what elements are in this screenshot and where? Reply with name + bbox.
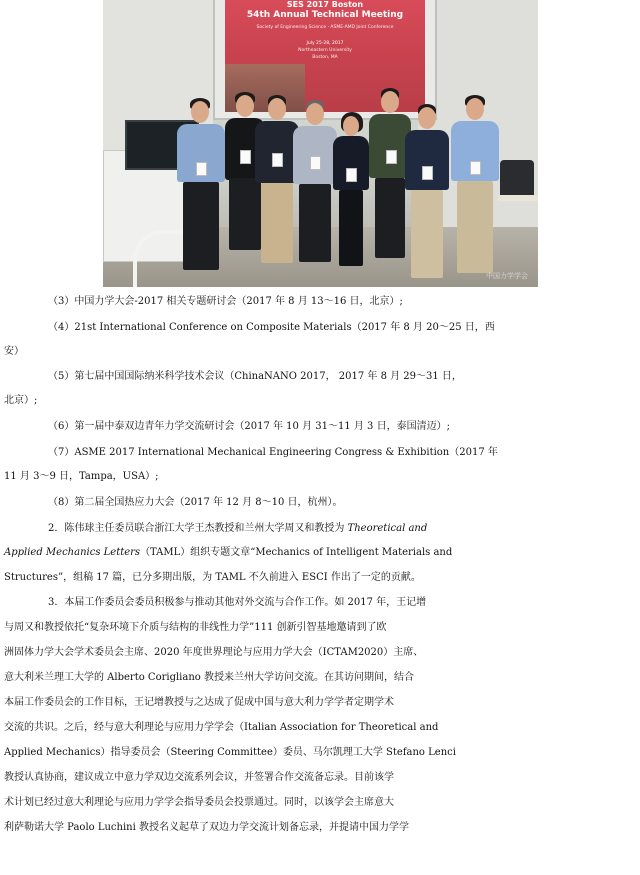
text-line: 交流的共识。之后，经与意大利理论与应用力学学会（Italian Association for Theoretical and: [4, 722, 439, 733]
text-line: [0, 519, 640, 541]
text-line: Structures”，组稿 17 篇，已分多期出版，为 TAML 不久前进入 ESCI 作出了一定的贡献。: [4, 572, 421, 583]
screen-venue: Northeastern University: [298, 48, 352, 53]
photo-watermark: 中国力学学会: [486, 272, 528, 280]
text-line: 本届工作委员会的工作目标，王记增教授与之达成了促成中国与意大利力学学者定期学术: [4, 697, 394, 708]
text-span: 2．陈伟球主任委员联合浙江大学王杰教授和兰州大学周又和教授为: [48, 523, 348, 534]
text-line: 洲固体力学大会学术委员会主席、2020 年度世界理论与应用力学大会（ICTAM2020）主席、: [4, 647, 424, 658]
text-line: （5）第七届中国国际纳米科学技术会议（ChinaNANO 2017， 2017 年 8 月 29～31 日，: [48, 371, 462, 382]
screen-society: Society of Engineering Science · ASME-AMD Joint Conference: [256, 25, 394, 30]
screen-city: Boston, MA: [312, 55, 338, 60]
person-5: [331, 112, 371, 267]
text-line: （8）第二届全国热应力大会（2017 年 12 月 8～10 日，杭州）。: [48, 497, 343, 508]
text-line: [0, 543, 640, 565]
text-line: 意大利米兰理工大学的 Alberto Corigliano 教授来兰州大学访问交流。在其访问期间，结合: [4, 672, 414, 683]
person-7: [403, 104, 451, 282]
text-span: （TAML）组织专题文章“Mechanics of Intelligent Materials and: [140, 547, 453, 558]
text-line: （6）第一届中泰双边青年力学交流研讨会（2017 年 10 月 31～11 月 3 日，泰国清迈）;: [48, 421, 450, 432]
text-line: 北京）;: [4, 395, 38, 406]
journal-title: Applied Mechanics Letters: [4, 547, 141, 558]
side-table: [498, 195, 538, 201]
screen-title: SES 2017 Boston: [286, 0, 364, 9]
person-1: [175, 98, 227, 273]
screen-subtitle: 54th Annual Technical Meeting: [246, 10, 404, 20]
text-line: 11 月 3～9 日，Tampa，USA）;: [4, 471, 159, 482]
group-photo: [103, 0, 538, 287]
text-line: 利萨勒诺大学 Paolo Luchini 教授名义起草了双边力学交流计划备忘录，并提请中国力学学: [4, 822, 409, 833]
text-line: （4）21st International Conference on Composite Materials（2017 年 8 月 20～25 日，西: [48, 322, 495, 333]
text-line: （3）中国力学大会-2017 相关专题研讨会（2017 年 8 月 13～16 日，北京）;: [48, 296, 403, 307]
chair: [500, 160, 534, 200]
text-line: 与周又和教授依托“复杂环境下介质与结构的非线性力学”111 创新引智基地邀请到了欧: [4, 622, 387, 633]
text-line: 安）: [4, 346, 24, 357]
text-line: 3．本届工作委员会委员积极参与推动其他对外交流与合作工作。如 2017 年，王记增: [48, 597, 427, 608]
text-line: （7）ASME 2017 International Mechanical Engineering Congress & Exhibition（2017 年: [48, 447, 498, 458]
text-line: Applied Mechanics）指导委员会（Steering Committee）委员、马尔凯理工大学 Stefano Lenci: [4, 747, 456, 758]
journal-title: Theoretical and: [347, 523, 428, 534]
screen-date: July 25-28, 2017: [306, 41, 344, 46]
person-8: [449, 95, 501, 277]
text-line: 术计划已经过意大利理论与应用力学学会指导委员会投票通过。同时，以该学会主席意大: [4, 797, 394, 808]
text-line: 教授认真协商，建议成立中意力学双边交流系列会议，并签署合作交流备忘录。目前该学: [4, 772, 394, 783]
